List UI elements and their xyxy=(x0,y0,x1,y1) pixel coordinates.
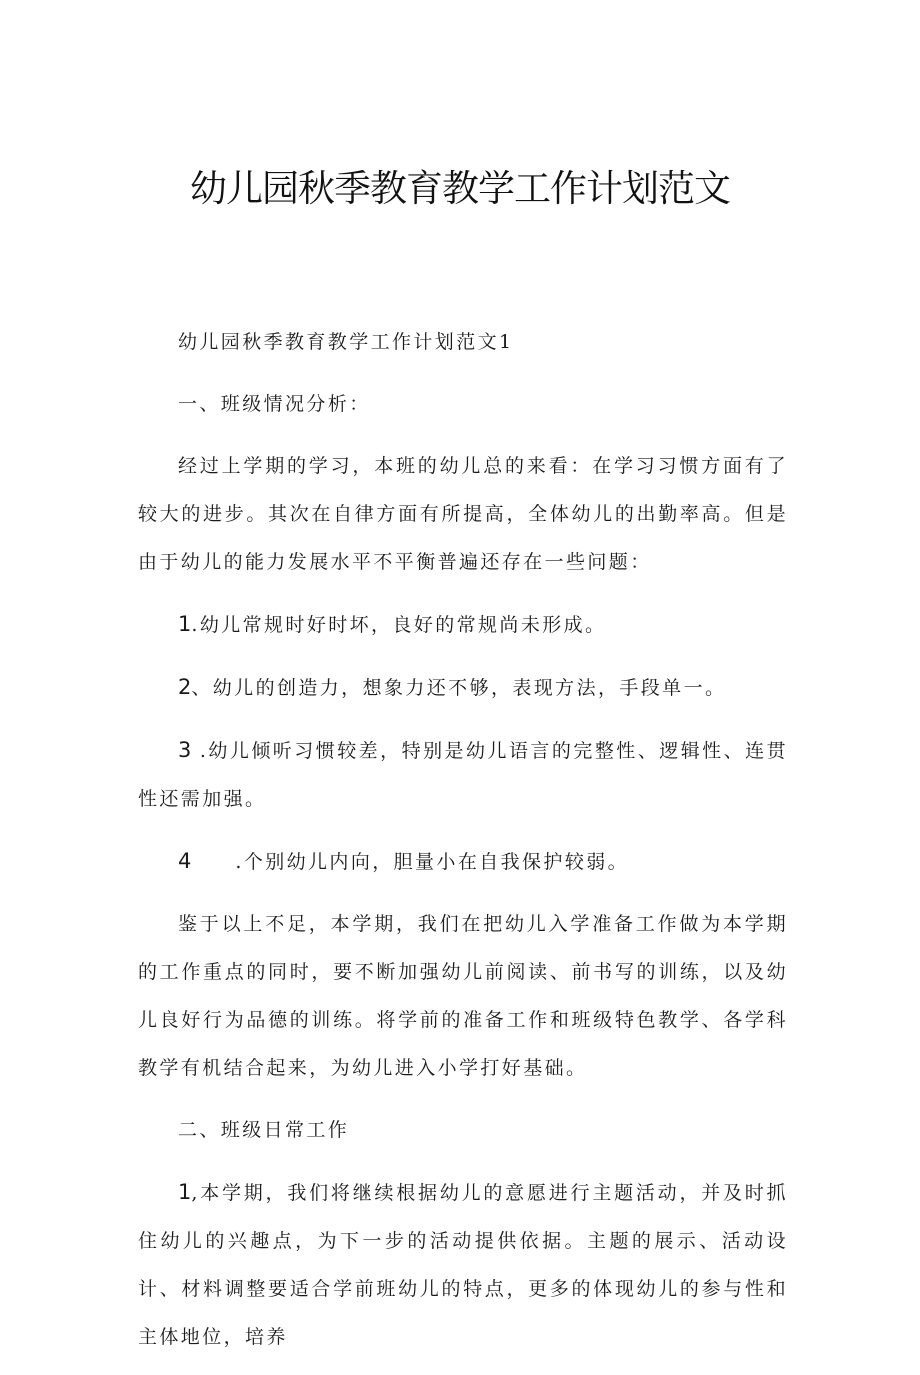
paragraph-item-1 xyxy=(138,600,788,649)
paragraph-daily-work-1 xyxy=(138,1168,788,1361)
paragraph-semester-focus: 鉴于以上不足，本学期，我们在把幼儿入学准备工作做为本学期的工作重点的同时，要不断加强幼儿前阅读、前书写的训练，以及幼儿良好行为品德的训练。将学前的准备工作和班级特色教学、各学科教学有机结合起来，为幼儿进入小学打好基础。 xyxy=(138,913,788,1079)
item-number: 1 xyxy=(178,1180,192,1204)
item-text: 、幼儿的创造力，想象力还不够，表现方法，手段单一。 xyxy=(191,677,727,699)
paragraph-item-3 xyxy=(138,726,788,823)
paragraph-item-4 xyxy=(138,837,788,886)
paragraph-subtitle: 幼儿园秋季教育教学工作计划范文1 xyxy=(178,331,514,353)
item-number: 1 xyxy=(178,612,192,636)
document-body xyxy=(138,318,788,1375)
item-number: 3 xyxy=(178,738,192,762)
document-title: 幼儿园秋季教育教学工作计划范文 xyxy=(190,167,730,210)
paragraph-analysis: 经过上学期的学习，本班的幼儿总的来看：在学习习惯方面有了较大的进步。其次在自律方面有所提高，全体幼儿的出勤率高。但是由于幼儿的能力发展水平不平衡普遍还存在一些问题： xyxy=(138,455,788,573)
item-number: 4 xyxy=(178,849,192,873)
item-text: .幼儿倾听习惯较差，特别是幼儿语言的完整性、逻辑性、连贯性还需加强。 xyxy=(138,740,788,810)
item-text: .个别幼儿内向，胆量小在自我保护较弱。 xyxy=(235,851,630,873)
item-number: 2 xyxy=(178,675,192,699)
paragraph-section-1-heading: 一、班级情况分析： xyxy=(178,393,371,415)
item-text: ,本学期，我们将继续根据幼儿的意愿进行主题活动，并及时抓住幼儿的兴趣点，为下一步的活动提供依据。主题的展示、活动设计、材料调整要适合学前班幼儿的特点，更多的体现幼儿的参与性和主体地位，培养 xyxy=(138,1182,788,1348)
paragraph-item-2 xyxy=(138,663,788,712)
item-text: .幼儿常规时好时坏，良好的常规尚未形成。 xyxy=(191,614,607,636)
paragraph-section-2-heading: 二、班级日常工作 xyxy=(178,1119,350,1141)
